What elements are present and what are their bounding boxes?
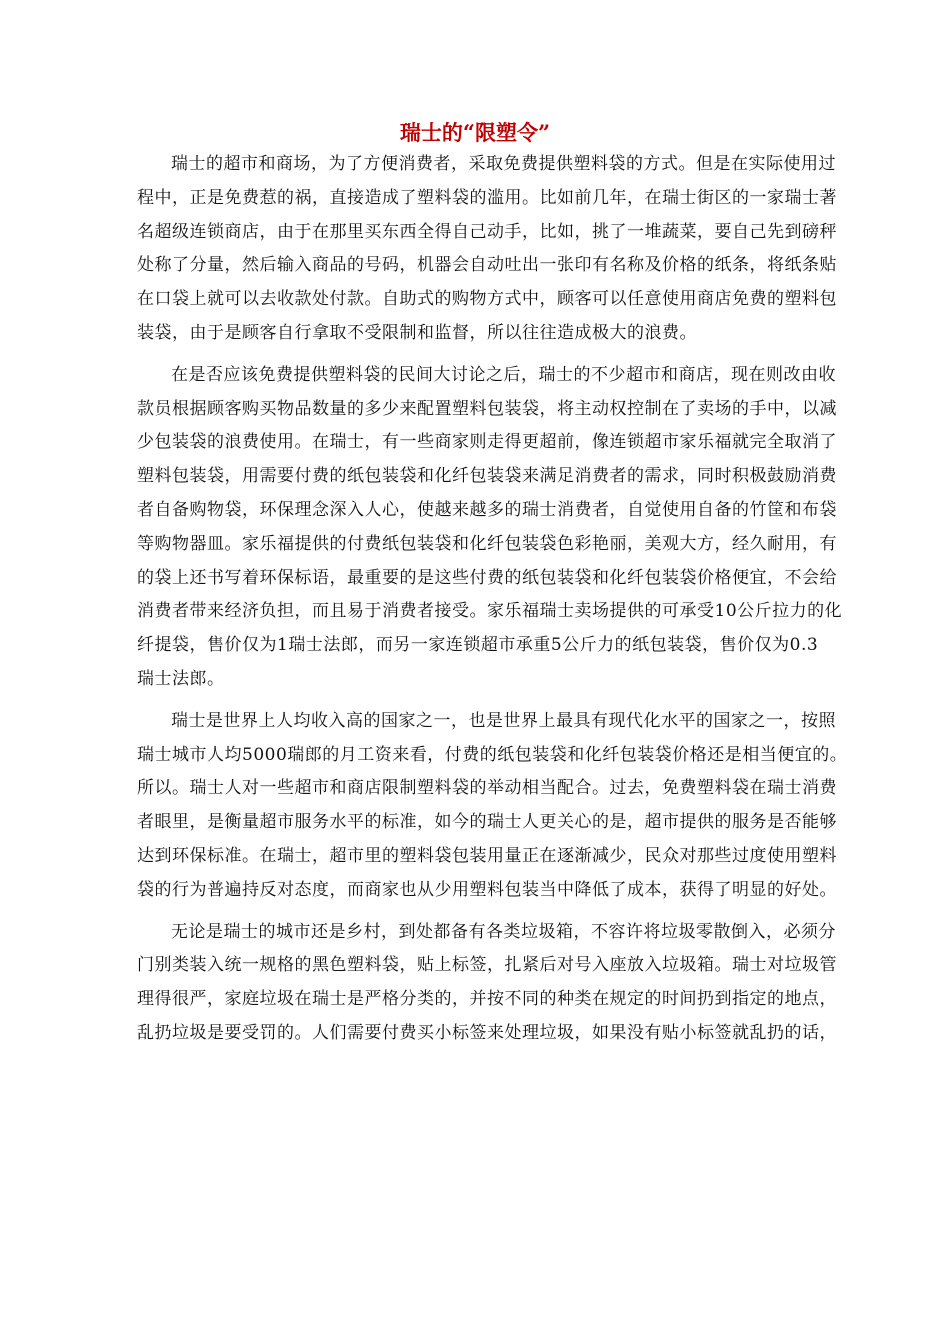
text-line: 装袋，由于是顾客自行拿取不受限制和监督，所以往往造成极大的浪费。 bbox=[137, 322, 697, 343]
text-line: 门别类装入统一规格的黑色塑料袋，贴上标签，扎紧后对号入座放入垃圾箱。瑞士对垃圾管 bbox=[137, 955, 837, 976]
text-line: 少包装袋的浪费使用。在瑞士，有一些商家则走得更超前，像连锁超市家乐福就完全取消了 bbox=[137, 432, 837, 453]
text-line: 袋的行为普遍持反对态度，而商家也从少用塑料包装当中降低了成本，获得了明显的好处。 bbox=[137, 879, 837, 900]
text-line: 在口袋上就可以去收款处付款。自助式的购物方式中，顾客可以任意使用商店免费的塑料包 bbox=[137, 289, 837, 310]
document-title: 瑞士的“限塑令” bbox=[399, 120, 551, 145]
text-line: 的袋上还书写着环保标语，最重要的是这些付费的纸包装袋和化纤包装袋价格便宜，不会给 bbox=[137, 567, 837, 588]
document-body bbox=[137, 148, 848, 1059]
text-line: 塑料包装袋，用需要付费的纸包装袋和化纤包装袋来满足消费者的需求，同时积极鼓励消费 bbox=[137, 466, 837, 487]
text-line: 瑞士法郎。 bbox=[137, 668, 225, 689]
text-line: 理得很严，家庭垃圾在瑞士是严格分类的，并按不同的种类在规定的时间扔到指定的地点， bbox=[137, 989, 837, 1010]
paragraph-4 bbox=[137, 916, 837, 1051]
text-line: 所以。瑞士人对一些超市和商店限制塑料袋的举动相当配合。过去，免费塑料袋在瑞士消费 bbox=[137, 778, 837, 799]
paragraph-1 bbox=[137, 148, 837, 351]
text-line: 无论是瑞士的城市还是乡村，到处都备有各类垃圾箱，不容许将垃圾零散倒入，必须分 bbox=[171, 921, 836, 942]
text-line: 瑞士是世界上人均收入高的国家之一，也是世界上最具有现代化水平的国家之一，按照 bbox=[171, 710, 836, 731]
text-line: 者眼里，是衡量超市服务水平的标准，如今的瑞士人更关心的是，超市提供的服务是否能够 bbox=[137, 812, 837, 833]
text-line: 达到环保标准。在瑞士，超市里的塑料袋包装用量正在逐渐减少，民众对那些过度使用塑料 bbox=[137, 845, 837, 866]
text-line: 处称了分量，然后输入商品的号码，机器会自动吐出一张印有名称及价格的纸条，将纸条贴 bbox=[137, 255, 837, 276]
text-line: 瑞士的超市和商场，为了方便消费者，采取免费提供塑料袋的方式。但是在实际使用过 bbox=[171, 154, 836, 174]
text-line: 名超级连锁商店，由于在那里买东西全得自己动手，比如，挑了一堆蔬菜，要自己先到磅秤 bbox=[137, 221, 837, 242]
text-line: 瑞士城市人均5000瑞郎的月工资来看，付费的纸包装袋和化纤包装袋价格还是相当便宜的。 bbox=[137, 744, 848, 765]
text-line: 等购物器皿。家乐福提供的付费纸包装袋和化纤包装袋色彩艳丽，美观大方，经久耐用，有 bbox=[137, 533, 837, 554]
paragraph-2 bbox=[137, 359, 843, 697]
text-line: 款员根据顾客购买物品数量的多少来配置塑料包装袋，将主动权控制在了卖场的手中，以减 bbox=[137, 398, 837, 419]
text-line: 消费者带来经济负担，而且易于消费者接受。家乐福瑞士卖场提供的可承受10公斤拉力的化 bbox=[137, 601, 843, 622]
text-line: 乱扔垃圾是要受罚的。人们需要付费买小标签来处理垃圾，如果没有贴小标签就乱扔的话， bbox=[137, 1022, 837, 1043]
text-line: 在是否应该免费提供塑料袋的民间大讨论之后，瑞士的不少超市和商店，现在则改由收 bbox=[171, 364, 836, 385]
paragraph-3 bbox=[137, 705, 848, 908]
text-line: 者自备购物袋，环保理念深入人心，使越来越多的瑞士消费者，自觉使用自备的竹筐和布袋 bbox=[137, 499, 837, 520]
text-line: 程中，正是免费惹的祸，直接造成了塑料袋的滥用。比如前几年，在瑞士街区的一家瑞士著 bbox=[137, 187, 837, 208]
text-line: 纤提袋，售价仅为1瑞士法郎，而另一家连锁超市承重5公斤力的纸包装袋，售价仅为0.3 bbox=[137, 635, 819, 656]
